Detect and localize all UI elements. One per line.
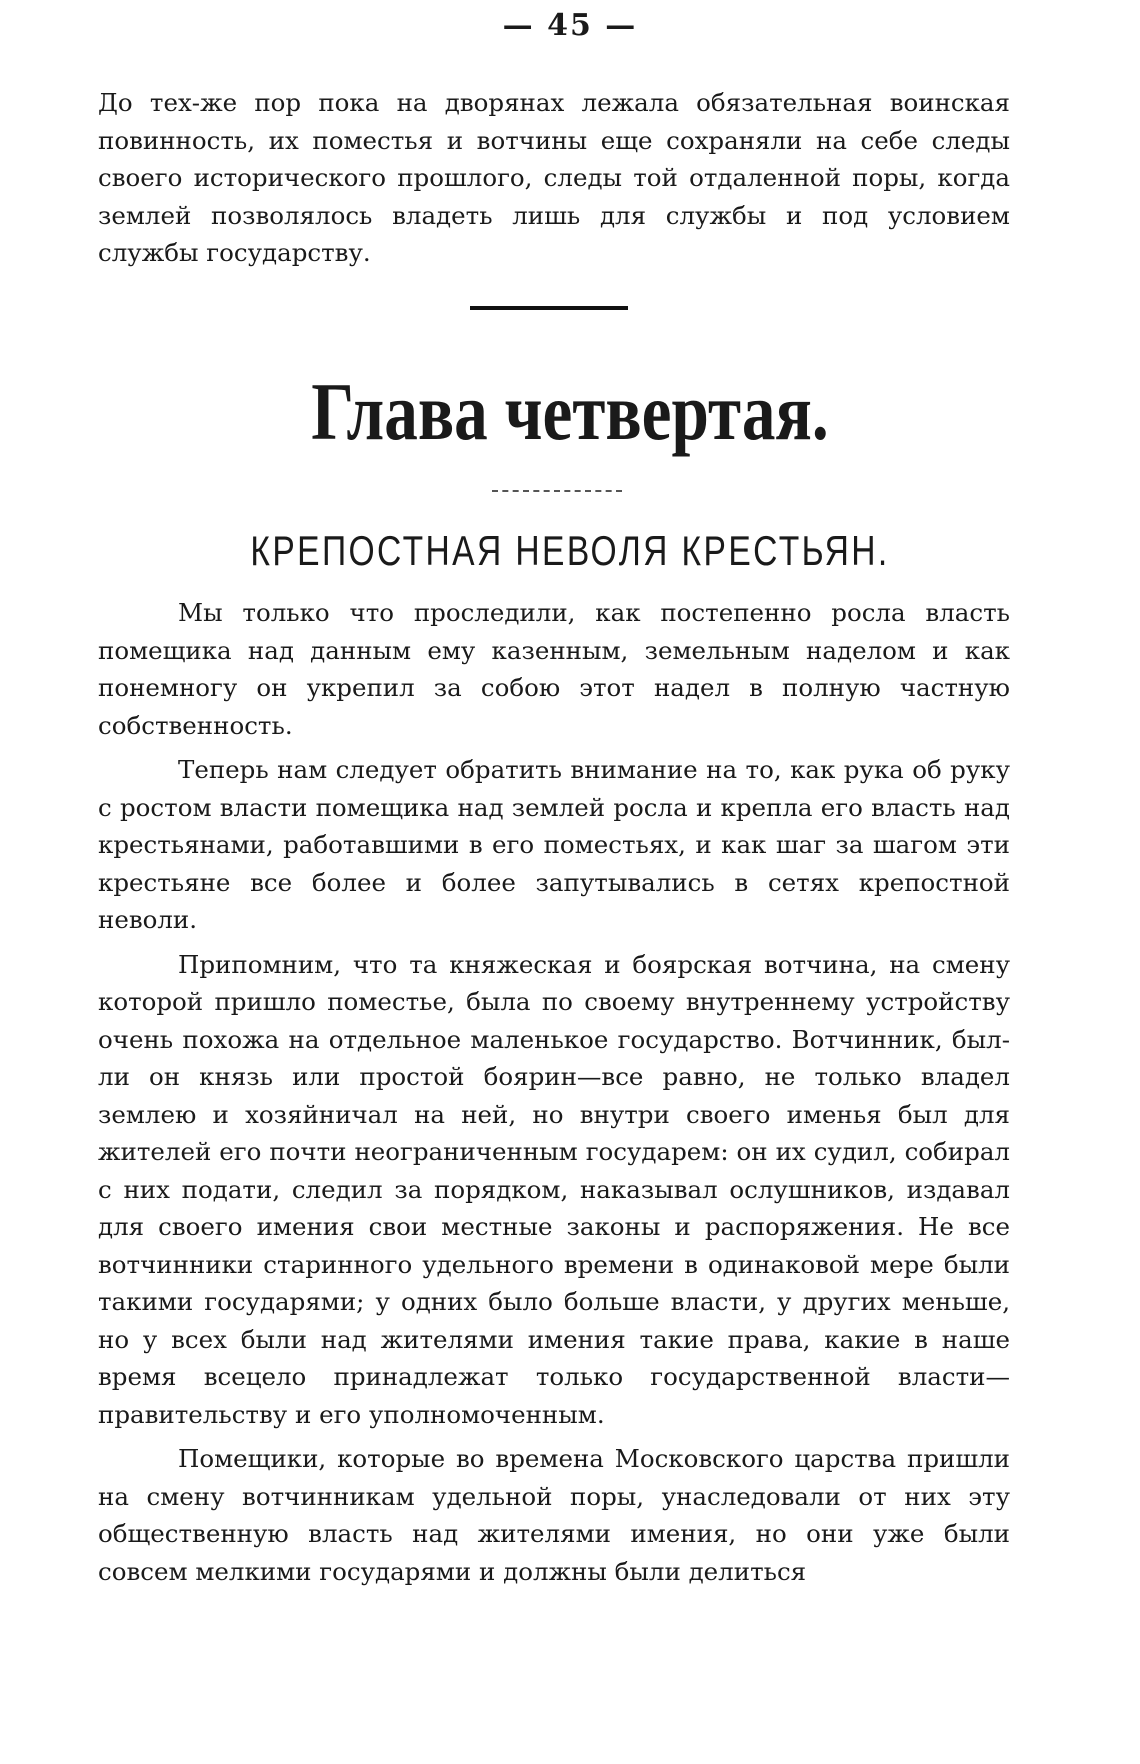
intro-text: До тех-же пор пока на дворянах лежала обязательная воинская повинность, их поместья и вотчины еще сохраняли на себе следы своего исторического прошлого, следы той отдаленной поры, когда землей позволялось владеть лишь для службы и под условием службы государству. (98, 88, 1010, 267)
chapter-title: Глава четвертая. (311, 366, 829, 457)
body-text (98, 594, 1010, 1597)
separator-rule (470, 306, 628, 310)
paragraph: Припомним, что та княжеская и боярская вотчина, на смену которой пришло поместье, была по своему внутреннему устройству очень похожа на отдельное маленькое государство. Вотчинник, был-ли он князь или простой боярин—все равно, не только владел землею и хозяйничал на ней, но внутри своего именья был для жителей его почти неограниченным государем: он их судил, собирал с них подати, следил за порядком, наказывал ослушников, издавал для своего имения свои местные законы и распоряжения. Не все вотчинники старинного удельного времени в одинаковой мере были такими государями; у одних было больше власти, у других меньше, но у всех были над жителями имения такие права, какие в наше время всецело принадлежат только государственной власти—правительству и его уполномоченным. (98, 949, 1010, 1429)
section-heading: КРЕПОСТНАЯ НЕВОЛЯ КРЕСТЬЯН. (250, 527, 890, 574)
page-number: — 45 — (502, 8, 638, 43)
ornament-rule (492, 490, 622, 492)
intro-paragraph (98, 84, 1010, 272)
paragraph: Помещики, которые во времена Московского царства пришли на смену вотчинникам удельной поры, унаследовали от них эту общественную власть над жителями имения, но они уже были совсем мелкими государями и должны были делиться (98, 1444, 1010, 1586)
paragraph: Мы только что проследили, как постепенно росла власть помещика над данным ему казенным, земельным наделом и как понемногу он укрепил за собою этот надел в полную частную собственность. (98, 598, 1010, 740)
paragraph: Теперь нам следует обратить внимание на то, как рука об руку с ростом власти помещика над землей росла и крепла его власть над крестьянами, работавшими в его поместьях, и как шаг за шагом эти крестьяне все более и более запутывались в сетях крепостной неволи. (98, 755, 1010, 934)
